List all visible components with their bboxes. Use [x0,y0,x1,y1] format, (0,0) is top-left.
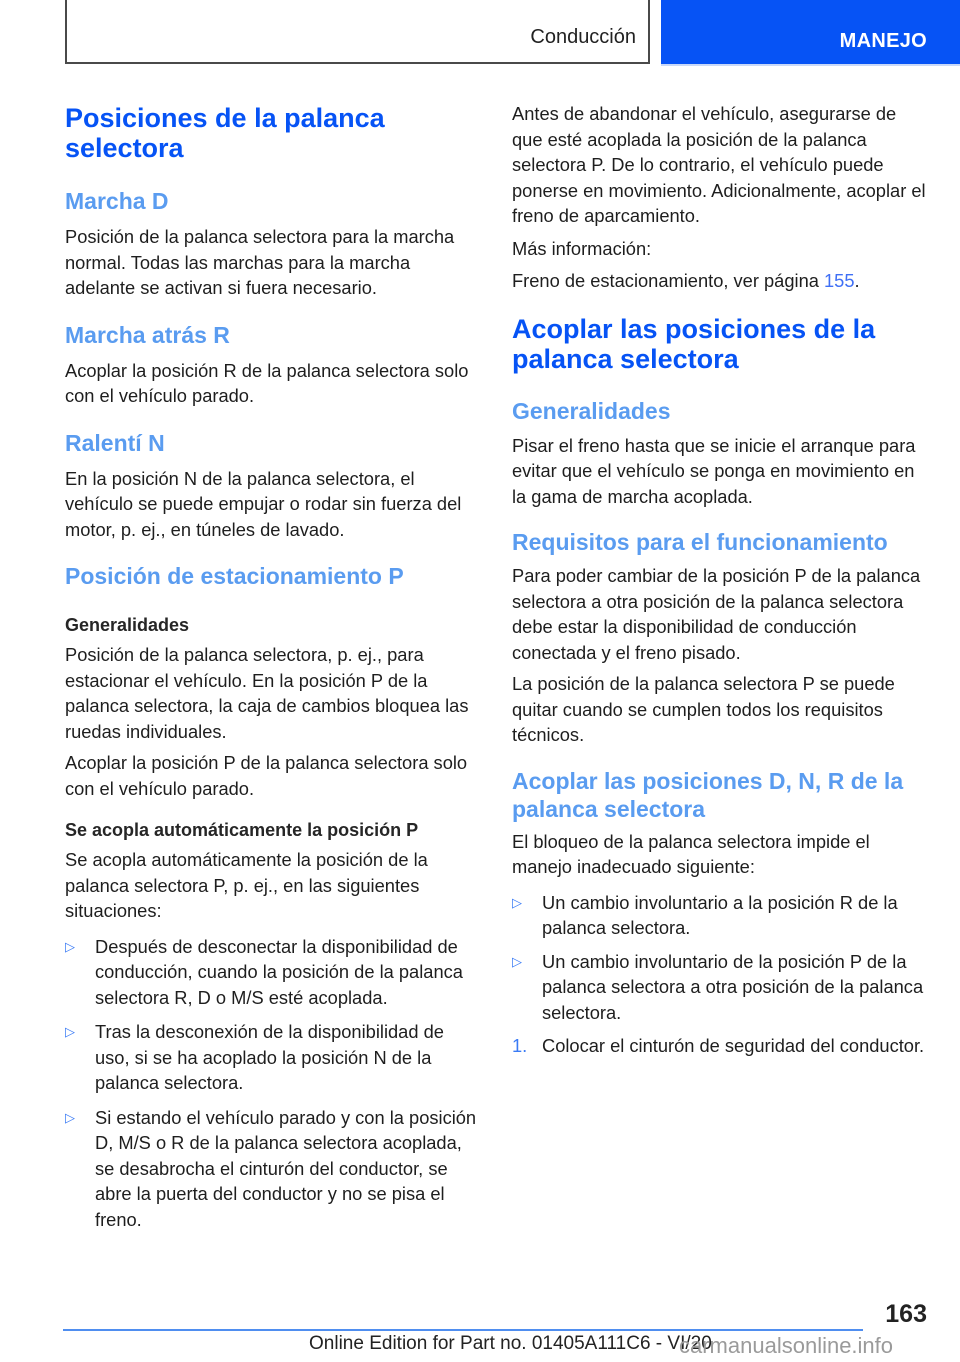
edition-text: Online Edition for Part no. 01405A111C6 - VI/20 [309,1333,712,1354]
heading-ralenti: Ralentí N [65,429,165,456]
triangle-bullet-icon: ▷ [65,938,75,954]
text-marcha-d: Posición de la palanca selectora para la marcha normal. Todas las marchas para la marcha adelante se activan si fuera necesario. [65,226,455,298]
triangle-bullet-icon: ▷ [65,1024,75,1039]
heading-marcha-d: Marcha D [65,188,169,214]
text-intro: Antes de abandonar el vehículo, asegurarse de que esté acoplada la posición de la palanca selectora P. De lo contrario, el vehículo puede ponerse en movimiento. Adicionalmente, acoplar el freno de aparcamiento. [512,103,926,226]
page-number: 163 [885,1300,927,1328]
text-generalidades: Pisar el freno hasta que se inicie el arranque para evitar que el vehículo se ponga en movimiento en la gama de marcha acoplada. [512,434,916,507]
text-generalidades-1: Posición de la palanca selectora, p. ej., para estacionar el vehículo. En la posición P de la palanca selectora, la caja de cambios bloquea las ruedas individuales. [65,644,469,742]
header-section-box [65,0,650,64]
list-item: ▷ Un cambio involuntario de la posición P de la palanca selectora a otra posición de la palanca selectora. [512,950,924,1023]
text-requisitos-1: Para poder cambiar de la posición P de la palanca selectora a otra posición de la palanca selectora debe estar la disponibilidad de conducción conectada y el freno pisado. [512,565,921,663]
text-auto-p: Se acopla automáticamente la posición de la palanca selectora P, p. ej., en las siguientes situaciones: [65,849,428,921]
subheading-generalidades: Generalidades [65,615,190,635]
triangle-bullet-icon: ▷ [512,894,522,910]
page-link-155[interactable]: 155 [824,270,855,291]
watermark: carmanualsonline.info [679,1333,894,1358]
heading-requisitos: Requisitos para el funcionamiento [512,529,888,555]
text-acoplar-dnr: El bloqueo de la palanca selectora impide el manejo inadecuado siguiente: [512,830,870,877]
triangle-bullet-icon: ▷ [65,1109,75,1125]
left-column [65,100,481,1232]
heading-generalidades: Generalidades [512,397,671,424]
text-requisitos-2: La posición de la palanca selectora P se puede quitar cuando se cumplen todos los requisitos técnicos. [512,673,895,745]
numbered-step: 1. Colocar el cinturón de seguridad del conductor. [512,1033,928,1059]
heading-acoplar-dnr: Acoplar las posiciones D, N, R de la palanca selectora [512,767,904,822]
page-title: Posiciones de la palanca selectora [65,103,385,163]
list-item: ▷ Si estando el vehículo parado y con la posición D, M/S o R de la palanca selectora acoplada, se desabrocha el cinturón del conductor, se abre la puerta del conductor y no se pisa el freno. [65,1106,477,1230]
list-item: ▷ Tras la desconexión de la disponibilidad de uso, si se ha acoplado la posición N de la palanca selectora. [65,1021,444,1093]
triangle-bullet-icon: ▷ [512,953,522,969]
text-more-info: Más información: [512,237,652,259]
step-number: 1. [512,1035,528,1056]
text-ralenti: En la posición N de la palanca selectora, el vehículo se puede empujar o rodar sin fuerza del motor, p. ej., en túneles de lavado. [65,467,462,540]
text-generalidades-2: Acoplar la posición P de la palanca selectora solo con el vehículo parado. [65,752,468,799]
subheading-auto-p: Se acopla automáticamente la posición P [65,820,419,840]
header-chapter-tab [661,0,960,66]
section-title-acoplar: Acoplar las posiciones de la palanca selectora [512,313,876,374]
header-section-title: Conducción [530,26,636,48]
text-reference: Freno de estacionamiento, ver página 155. [512,270,860,291]
header-chapter-title: MANEJO [839,30,927,52]
footer-divider [63,1329,863,1331]
heading-estacionamiento: Posición de estacionamiento P [65,563,404,589]
right-column [512,100,928,1059]
text-marcha-atras: Acoplar la posición R de la palanca selectora solo con el vehículo parado. [65,359,469,406]
list-item: ▷ Un cambio involuntario a la posición R de la palanca selectora. [512,891,898,938]
list-item: ▷ Después de desconectar la disponibilidad de conducción, cuando la posición de la palanca selectora R, D o M/S esté acoplada. [65,935,463,1008]
heading-marcha-atras: Marcha atrás R [65,321,230,348]
